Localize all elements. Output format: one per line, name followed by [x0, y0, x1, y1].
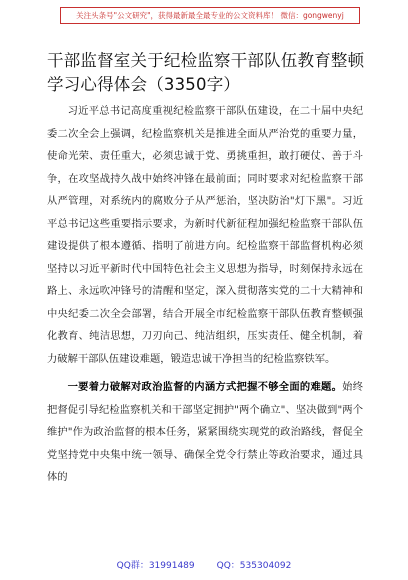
- paragraph-text: 始终把督促引导纪检监察机关和干部坚定拥护"两个确立"、坚决做到"两个维护"作为政治监督的根本任务，紧紧围绕实现党的政治路线，督促全党坚持党中央集中统一领导、确保全党令行禁止等政治要求，通过具体的: [47, 381, 364, 483]
- paragraph: 习近平总书记高度重视纪检监察干部队伍建设，在二十届中央纪委二次全会上强调，纪检监察机关是推进全面从严治党的重要力量，使命光荣、责任重大，必须忠诚于党、勇挑重担，敢打硬仗、善于斗争，在攻坚战持久战中始终冲锋在最前面；同时要求对纪检监察干部从严管理，对系统内的腐败分子从严惩治，坚决防治"灯下黑"。习近平总书记这些重要指示要求，为新时代新征程加强纪检监察干部队伍建设提供了根本遵循、指明了前进方向。纪检监察干部监督机构必须坚持以习近平新时代中国特色社会主义思想为指导，时刻保持永远在路上、永远吹冲锋号的清醒和坚定，深入贯彻落实党的二十大精神和中央纪委二次全会部署，结合开展全市纪检监察干部队伍教育整顿强化教育、纯洁思想，刀刃向己、纯洁组织，压实责任、健全机制，着力破解干部队伍建设难题，锻造忠诚干净担当的纪检监察铁军。: [47, 105, 363, 365]
- footer-qq-group: QQ群：31991489: [116, 561, 195, 571]
- document-title: 干部监督室关于纪检监察干部队伍教育整顿学习心得体会（3350字）: [47, 51, 365, 94]
- footer-qq: QQ：535304092: [216, 561, 292, 571]
- document-body: [47, 100, 363, 489]
- paragraph: [47, 376, 363, 489]
- footer: [0, 558, 408, 571]
- section-heading: 一要着力破解对政治监督的内涵方式把握不够全面的难题。: [67, 381, 343, 393]
- header-banner: 关注头条号"公文研究"，获得最新最全最专业的公文资料库！ 微信：gongwenyj: [60, 7, 360, 24]
